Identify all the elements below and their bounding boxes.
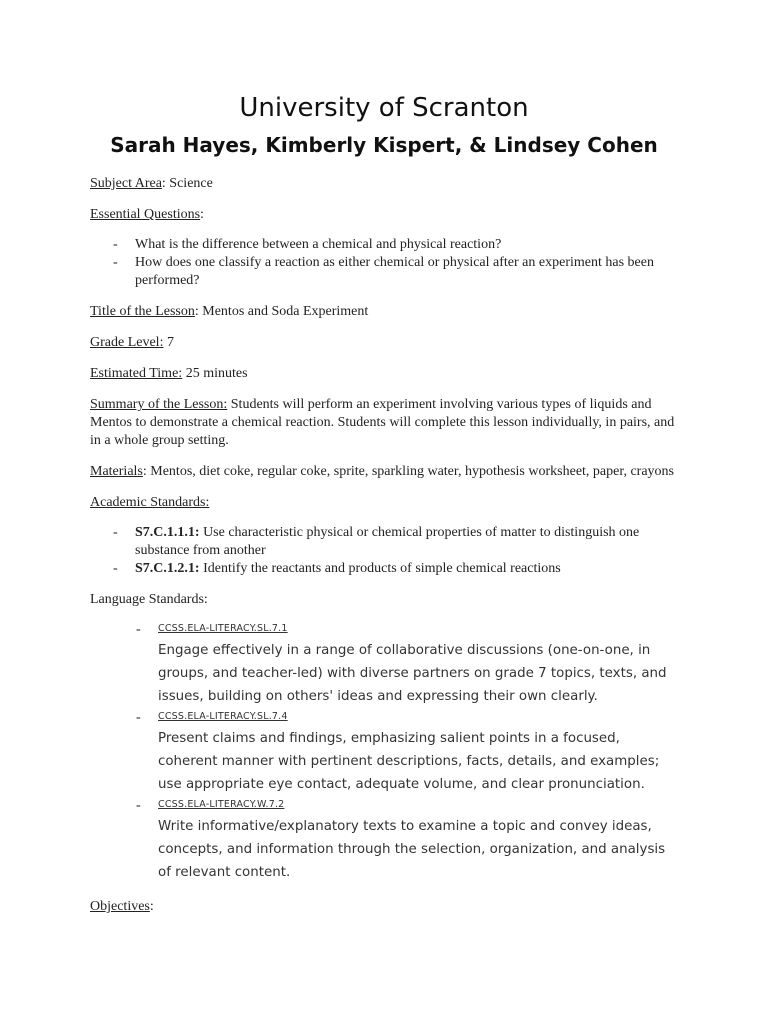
dash-bullet: - — [113, 561, 118, 576]
standard-description: Engage effectively in a range of collaborative discussions (one-on-one, in groups, and teacher-led) with diverse partners on grade 7 topics, texts, and issues, building on others' ideas and expressing their own clearly. — [158, 643, 667, 704]
subject-area-label: Subject Area — [90, 176, 162, 191]
dash-bullet: - — [113, 237, 118, 252]
lesson-summary-value: Students will perform an experiment involving various types of liquids and Mentos to demonstrate a chemical reaction. Students will complete this lesson individually, in pairs, and in a whole group setting. — [90, 397, 675, 448]
academic-standards-heading — [90, 494, 678, 512]
dash-bullet: - — [113, 255, 118, 270]
objectives-heading — [90, 898, 678, 916]
standard-link[interactable]: CCSS.ELA-LITERACY.SL.7.1 — [158, 623, 288, 634]
list-item — [90, 621, 678, 708]
objectives-label: Objectives — [90, 899, 150, 914]
list-item — [90, 524, 678, 560]
document-title: University of Scranton — [239, 93, 529, 123]
dash-bullet: - — [113, 525, 118, 540]
standard-code: S7.C.1.2.1: — [135, 561, 200, 576]
list-item — [90, 797, 678, 884]
materials — [90, 463, 678, 481]
list-item — [90, 236, 678, 254]
lesson-title-label: Title of the Lesson — [90, 304, 195, 319]
estimated-time — [90, 365, 678, 383]
standard-text: Identify the reactants and products of simple chemical reactions — [199, 561, 561, 576]
essential-questions-label: Essential Questions — [90, 207, 201, 222]
essential-question-2: How does one classify a reaction as either chemical or physical after an experiment has been performed? — [135, 255, 654, 288]
language-standards-label: Language Standards: — [90, 592, 208, 607]
lesson-summary-label: Summary of the Lesson: — [90, 397, 228, 412]
language-standards-heading — [90, 591, 678, 609]
lesson-summary — [90, 396, 678, 450]
grade-level-label: Grade Level: — [90, 335, 164, 350]
standard-link[interactable]: CCSS.ELA-LITERACY.SL.7.4 — [158, 711, 288, 722]
list-item — [90, 709, 678, 796]
estimated-time-label: Estimated Time: — [90, 366, 183, 381]
materials-value: : Mentos, diet coke, regular coke, sprite, sparkling water, hypothesis worksheet, paper, crayons — [142, 464, 674, 479]
standard-code: S7.C.1.1.1: — [135, 525, 200, 540]
list-item — [90, 254, 678, 290]
lesson-title-value: : Mentos and Soda Experiment — [194, 304, 369, 319]
standard-description: Present claims and findings, emphasizing salient points in a focused, coherent manner with pertinent descriptions, facts, details, and examples; use appropriate eye contact, adequate volume, and clear pronunciation. — [158, 731, 660, 792]
standard-description: Write informative/explanatory texts to examine a topic and convey ideas, concepts, and information through the selection, organization, and analysis of relevant content. — [158, 819, 666, 880]
lesson-title — [90, 303, 678, 321]
grade-level-value: 7 — [163, 335, 174, 350]
subject-area-value: : Science — [161, 176, 213, 191]
authors-line: Sarah Hayes, Kimberly Kispert, & Lindsey Cohen — [110, 133, 658, 157]
essential-questions-colon: : — [200, 207, 204, 222]
dash-bullet: - — [136, 710, 141, 725]
academic-standards-label: Academic Standards: — [90, 495, 210, 510]
academic-standards-list — [90, 524, 678, 578]
dash-bullet: - — [136, 622, 141, 637]
essential-questions-list — [90, 236, 678, 290]
subject-area — [90, 175, 678, 193]
materials-label: Materials — [90, 464, 143, 479]
list-item — [90, 560, 678, 578]
dash-bullet: - — [136, 798, 141, 813]
estimated-time-value: 25 minutes — [182, 366, 248, 381]
standard-text: Use characteristic physical or chemical properties of matter to distinguish one substance from another — [135, 525, 640, 558]
standard-link[interactable]: CCSS.ELA-LITERACY.W.7.2 — [158, 799, 285, 810]
objectives-colon: : — [149, 899, 154, 914]
essential-questions-heading — [90, 206, 678, 224]
language-standards-list — [90, 621, 678, 884]
essential-question-1: What is the difference between a chemical and physical reaction? — [135, 237, 502, 252]
grade-level — [90, 334, 678, 352]
